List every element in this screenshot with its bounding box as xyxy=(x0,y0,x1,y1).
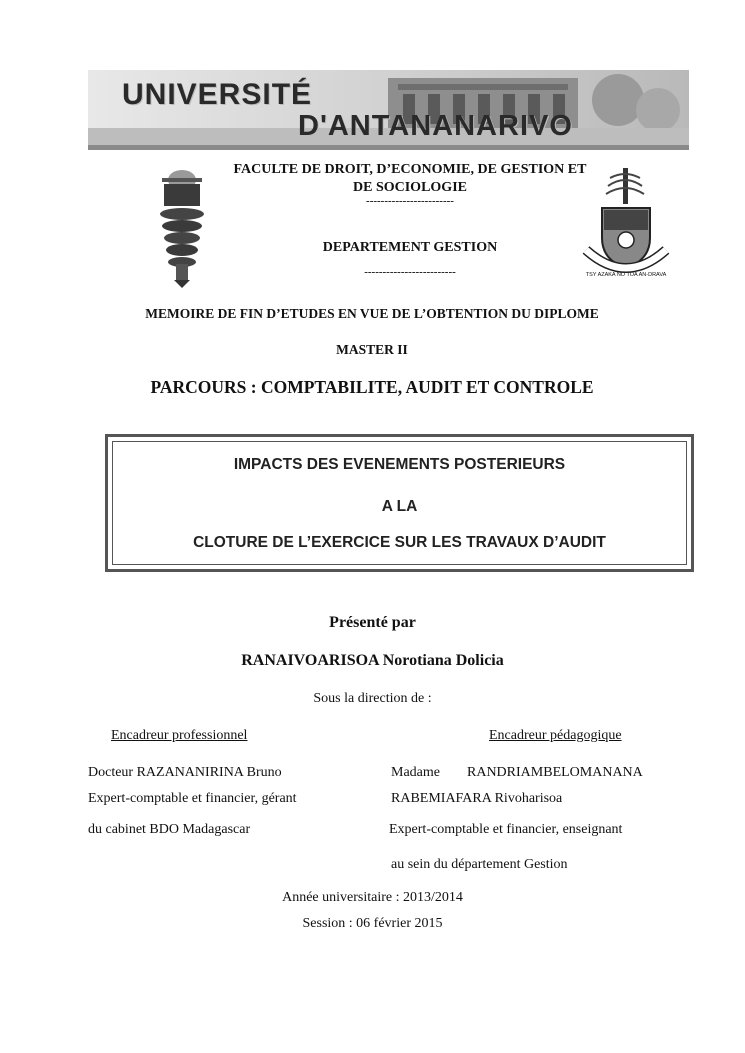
academic-supervisor-heading: Encadreur pédagogique xyxy=(489,728,622,743)
professional-supervisor-firm: du cabinet BDO Madagascar xyxy=(88,822,251,837)
thesis-title-inner-frame xyxy=(112,441,687,565)
thesis-title-box xyxy=(105,434,694,572)
thesis-title-line1: IMPACTS DES EVENEMENTS POSTERIEURS xyxy=(233,456,566,473)
presenter-name: RANAIVOARISOA Norotiana Dolicia xyxy=(241,652,504,669)
academic-supervisor-department: au sein du département Gestion xyxy=(391,857,568,872)
academic-supervisor-role: Expert-comptable et financier, enseignant xyxy=(389,822,623,837)
academic-supervisor-surname: RANDRIAMBELOMANANA xyxy=(467,765,643,780)
university-torch-logo xyxy=(154,166,210,288)
university-banner xyxy=(88,70,689,150)
academic-year: Année universitaire : 2013/2014 xyxy=(282,890,463,905)
degree-track: PARCOURS : COMPTABILITE, AUDIT ET CONTROLE xyxy=(150,377,594,397)
header-separator-2: ------------------------- xyxy=(364,266,456,278)
direction-label: Sous la direction de : xyxy=(313,691,432,706)
professional-supervisor-name: Docteur RAZANANIRINA Bruno xyxy=(88,765,282,780)
header-separator-1: ------------------------ xyxy=(366,195,454,207)
professional-supervisor-role: Expert-comptable et financier, gérant xyxy=(88,791,297,806)
academic-supervisor-title: Madame xyxy=(391,765,440,780)
faculty-line1: FACULTE DE DROIT, D’ECONOMIE, DE GESTION ET xyxy=(233,162,587,177)
faculty-line2: DE SOCIOLOGIE xyxy=(353,180,467,195)
degree-line1: MEMOIRE DE FIN D’ETUDES EN VUE DE L’OBTENTION DU DIPLOME xyxy=(145,306,599,321)
defense-session: Session : 06 février 2015 xyxy=(302,916,443,931)
thesis-title-line2: A LA xyxy=(381,498,418,515)
degree-line2: MASTER II xyxy=(336,342,408,357)
banner-title-line2: D'ANTANANARIVO xyxy=(298,110,573,142)
academic-supervisor-name: RABEMIAFARA Rivoharisoa xyxy=(391,791,563,806)
banner-title-line1: UNIVERSITÉ xyxy=(122,78,313,111)
presented-by-label: Présenté par xyxy=(329,614,416,631)
department-name: DEPARTEMENT GESTION xyxy=(322,240,498,255)
professional-supervisor-heading: Encadreur professionnel xyxy=(111,728,248,743)
thesis-title-line3: CLOTURE DE L’EXERCICE SUR LES TRAVAUX D’AUDIT xyxy=(193,534,606,551)
seal-motto: TSY AZAKA NO TOA AN-DRAVA xyxy=(585,272,667,278)
